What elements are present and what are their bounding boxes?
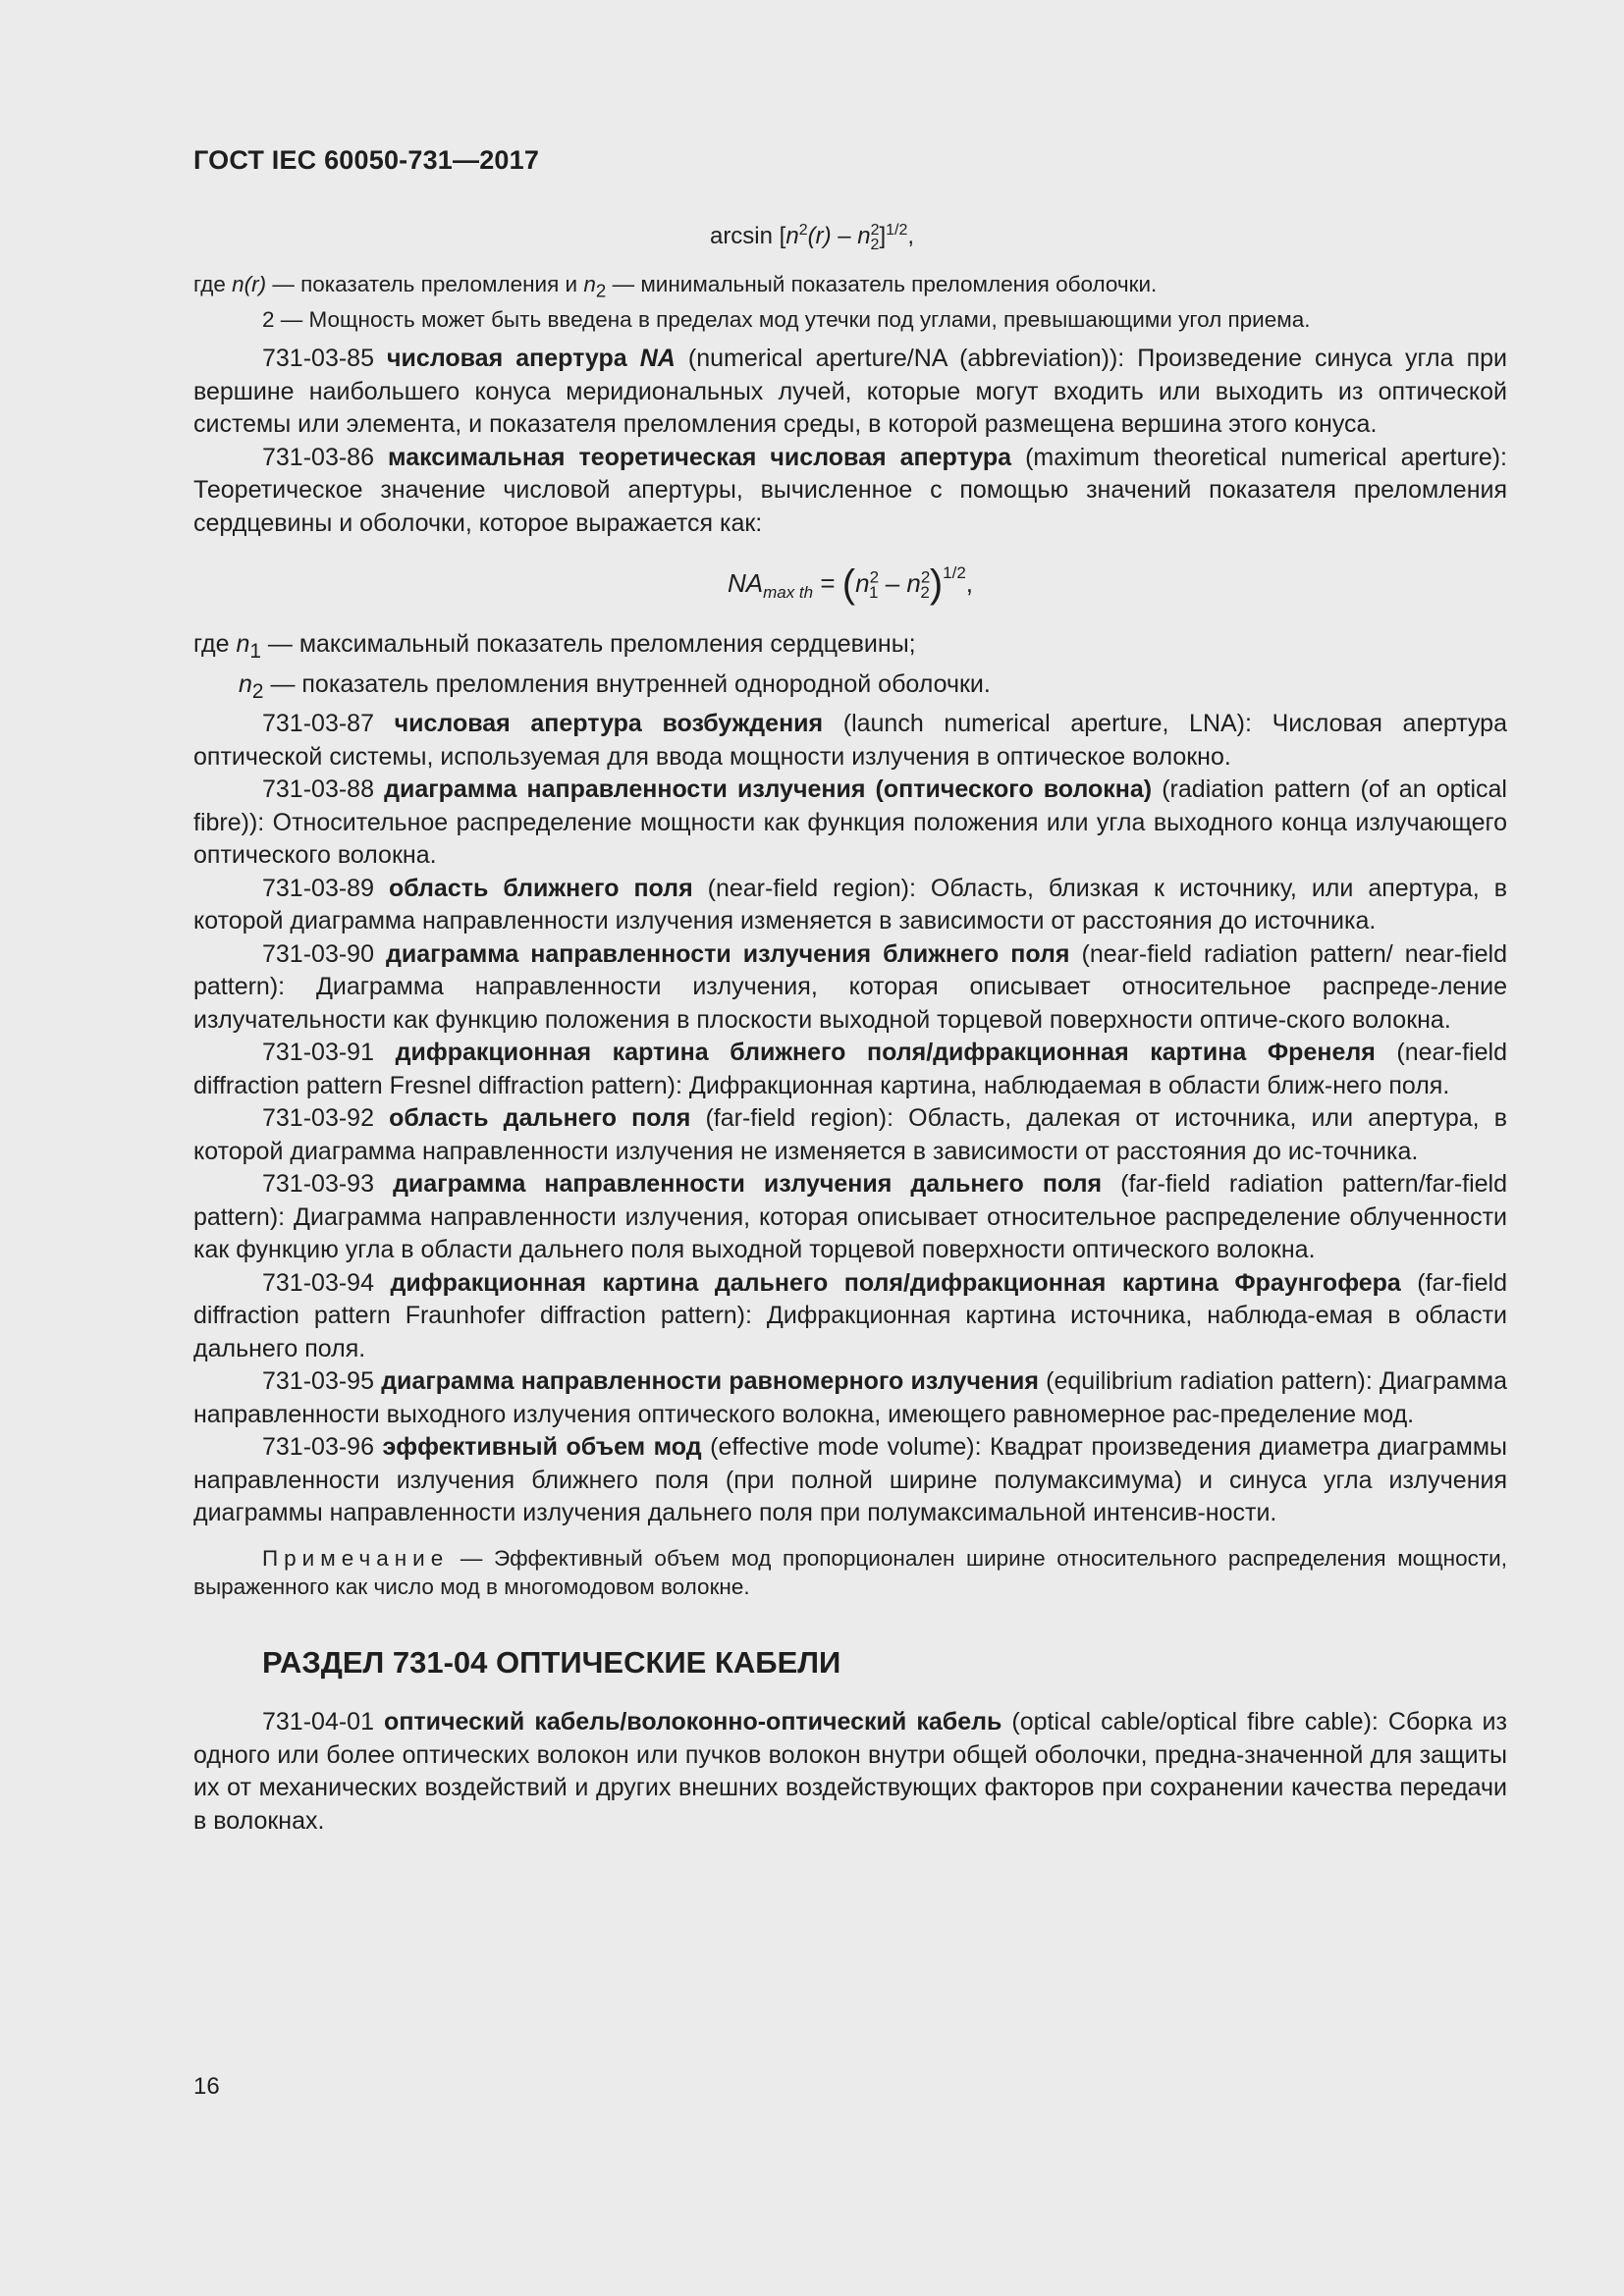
entry-731-03-90: 731-03-90 диаграмма направленности излучения ближнего поля (near-field radiation pattern/ near-field pattern): Диаграмма направленности излучения, которая описывает относительное распреде-ление излучательности как функцию положения в плоскости выходной торцевой поверхности оптиче-ского волокна. <box>193 939 1507 1034</box>
section-heading: РАЗДЕЛ 731-04 ОПТИЧЕСКИЕ КАБЕЛИ <box>262 1644 841 1680</box>
entry-731-04-01: 731-04-01 оптический кабель/волоконно-оптический кабель (optical cable/optical fibre cable): Сборка из одного или более оптических волокон или пучков волокон внутри общей оболочки, предна-значенной для защиты их от механических воздействий и других внешних воздействующих факторов при сохранении качества передачи в волокнах. <box>193 1708 1507 1835</box>
document-header: ГОСТ IEC 60050-731—2017 <box>193 145 540 175</box>
page-number: 16 <box>193 2073 220 2100</box>
entry-731-03-93: 731-03-93 диаграмма направленности излучения дальнего поля (far-field radiation pattern/far-field pattern): Диаграмма направленности излучения, которая описывает относительное распределение облученности как функцию угла в области дальнего поля выходной торцевой поверхности оптического волокна. <box>193 1170 1507 1264</box>
body-text <box>193 343 1507 1838</box>
entry-731-03-96: 731-03-96 эффективный объем мод (effective mode volume): Квадрат произведения диаметра диаграммы направленности излучения ближнего поля (при полной ширине полумаксимума) и синуса угла излучения диаграммы направленности излучения дальнего поля при полумаксимальной интенсив-ности. <box>193 1433 1507 1527</box>
entry-731-03-88: 731-03-88 диаграмма направленности излучения (оптического волокна) (radiation pattern (of an optical fibre)): Относительное распределение мощности как функция положения или угла выходного конца излучающего оптического волокна. <box>193 775 1507 870</box>
where-n2: $n_2$ — показатель преломления внутренней однородной оболочки. <box>239 669 991 703</box>
explanation-line: где n(r) — показатель преломления и $n_2$ — минимальный показатель преломления оболочки. <box>193 272 1158 301</box>
formula-na-max-th: $NA_{max th} = (n^2_1 - n^2_2)^{1/2}$, <box>727 562 974 606</box>
entry-731-03-91: 731-03-91 дифракционная картина ближнего поля/дифракционная картина Френеля (near-field diffraction pattern Fresnel diffraction pattern): Дифракционная картина, наблюдаемая в области ближ-него поля. <box>193 1039 1507 1099</box>
entry-731-03-87: 731-03-87 числовая апертура возбуждения (launch numerical aperture, LNA): Числовая апертура оптической системы, используемая для ввода мощности излучения в оптическое волокно. <box>193 710 1507 771</box>
entry-731-03-95: 731-03-95 диаграмма направленности равномерного излучения (equilibrium radiation pattern): Диаграмма направленности выходного излучения оптического волокна, имеющего равномерное рас-пределение мод. <box>193 1367 1507 1428</box>
formula-explanation <box>193 270 1509 334</box>
entry-731-03-89: 731-03-89 область ближнего поля (near-field region): Область, близкая к источнику, или апертура, в которой диаграмма направленности излучения изменяется в зависимости от расстояния до источника. <box>193 874 1507 935</box>
note-effective-mode-volume: Примечание — Эффективный объем мод пропорционален ширине относительного распределения мощности, выраженного как число мод в многомодовом волокне. <box>193 1545 1507 1599</box>
formula-arcsin: $\arcsin [n^2(r) - n^2_2]^{1/2}$, <box>709 222 915 253</box>
entry-731-03-85: 731-03-85 числовая апертура NA (numerical aperture/NA (abbreviation)): Произведение синуса угла при вершине наибольшего конуса меридиональных лучей, которые могут входить или выходить из оптической системы или элемента, и показателя преломления среды, в которой размещена вершина этого конуса. <box>193 345 1507 438</box>
note-2-line: 2 — Мощность может быть введена в пределах мод утечки под углами, превышающими угол приема. <box>262 306 1311 332</box>
where-n1: где $n_1$ — максимальный показатель преломления сердцевины; <box>193 630 916 664</box>
entry-731-03-94: 731-03-94 дифракционная картина дальнего поля/дифракционная картина Фраунгофера (far-field diffraction pattern Fraunhofer diffraction pattern): Дифракционная картина источника, наблюда-емая в области дальнего поля. <box>193 1268 1507 1362</box>
entry-731-03-86: 731-03-86 максимальная теоретическая числовая апертура (maximum theoretical numerical aperture): Теоретическое значение числовой апертуры, вычисленное с помощью значений показателя преломления сердцевины и оболочки, которое выражается как: <box>193 443 1507 537</box>
entry-731-03-92: 731-03-92 область дальнего поля (far-field region): Область, далекая от источника, или апертура, в которой диаграмма направленности излучения не изменяется в зависимости от расстояния до ис-точника. <box>193 1104 1507 1165</box>
